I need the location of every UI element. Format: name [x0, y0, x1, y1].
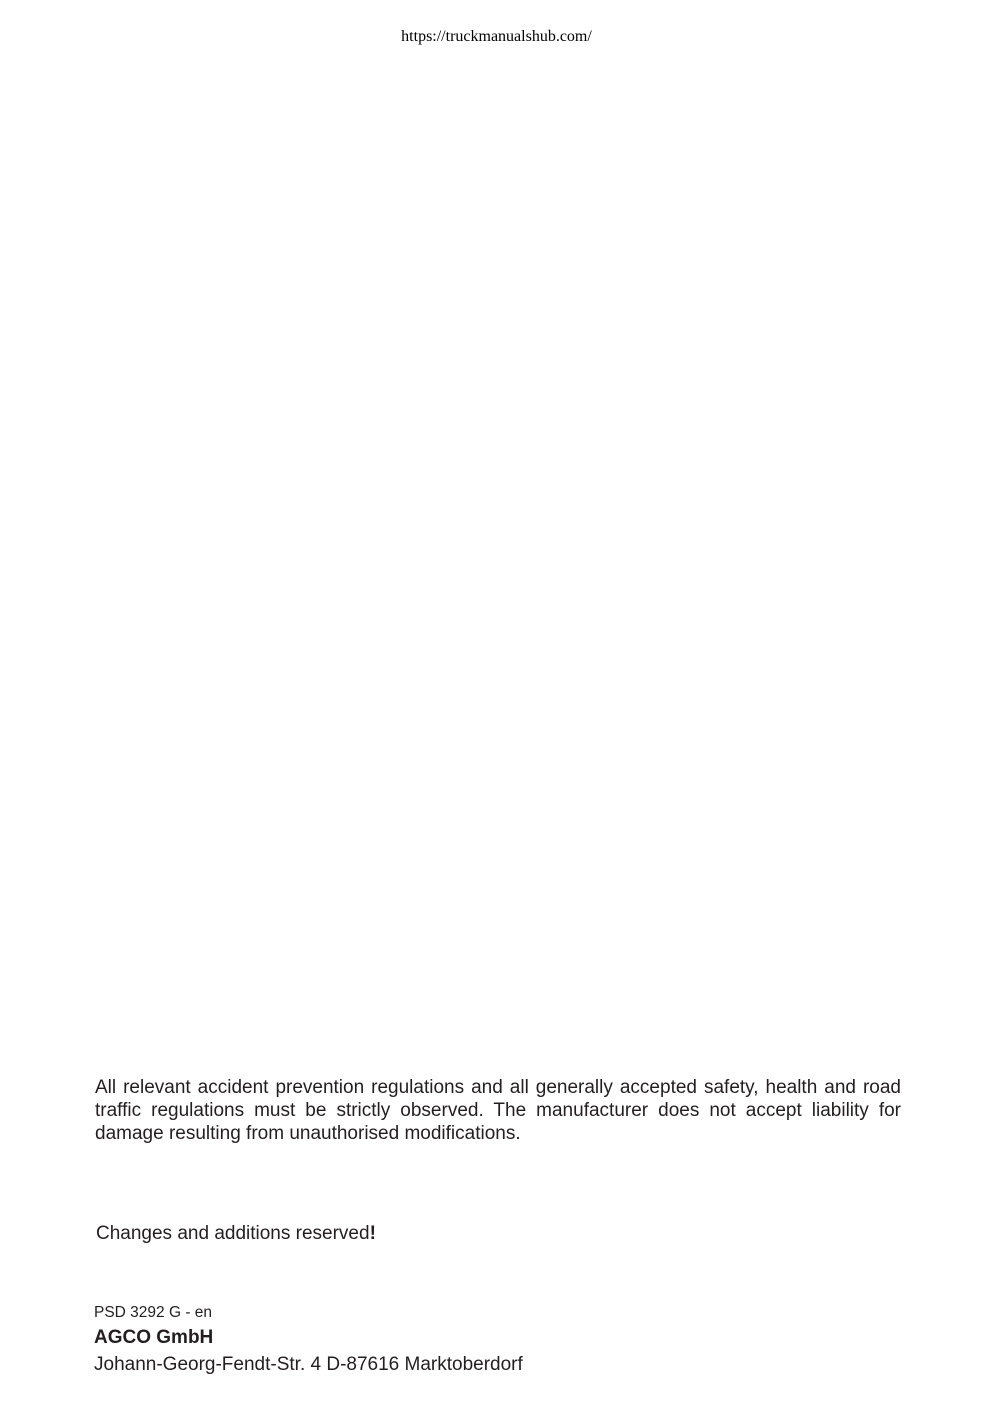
- reserved-notice: [96, 1222, 376, 1246]
- reserved-mark: !: [369, 1223, 376, 1244]
- document-number: PSD 3292 G - en: [94, 1304, 213, 1321]
- reserved-text: Changes and additions reserved: [96, 1223, 370, 1244]
- company-name: AGCO GmbH: [94, 1327, 214, 1348]
- company-address: Johann-Georg-Fendt-Str. 4 D-87616 Marktoberdorf: [94, 1354, 523, 1375]
- safety-notice: All relevant accident prevention regulations and all generally accepted safety, health and road traffic regulations must be strictly observed. The manufacturer does not accept liability for damage resulting from unauthorised modifications.: [95, 1077, 901, 1144]
- header-url: https://truckmanualshub.com/: [401, 28, 592, 45]
